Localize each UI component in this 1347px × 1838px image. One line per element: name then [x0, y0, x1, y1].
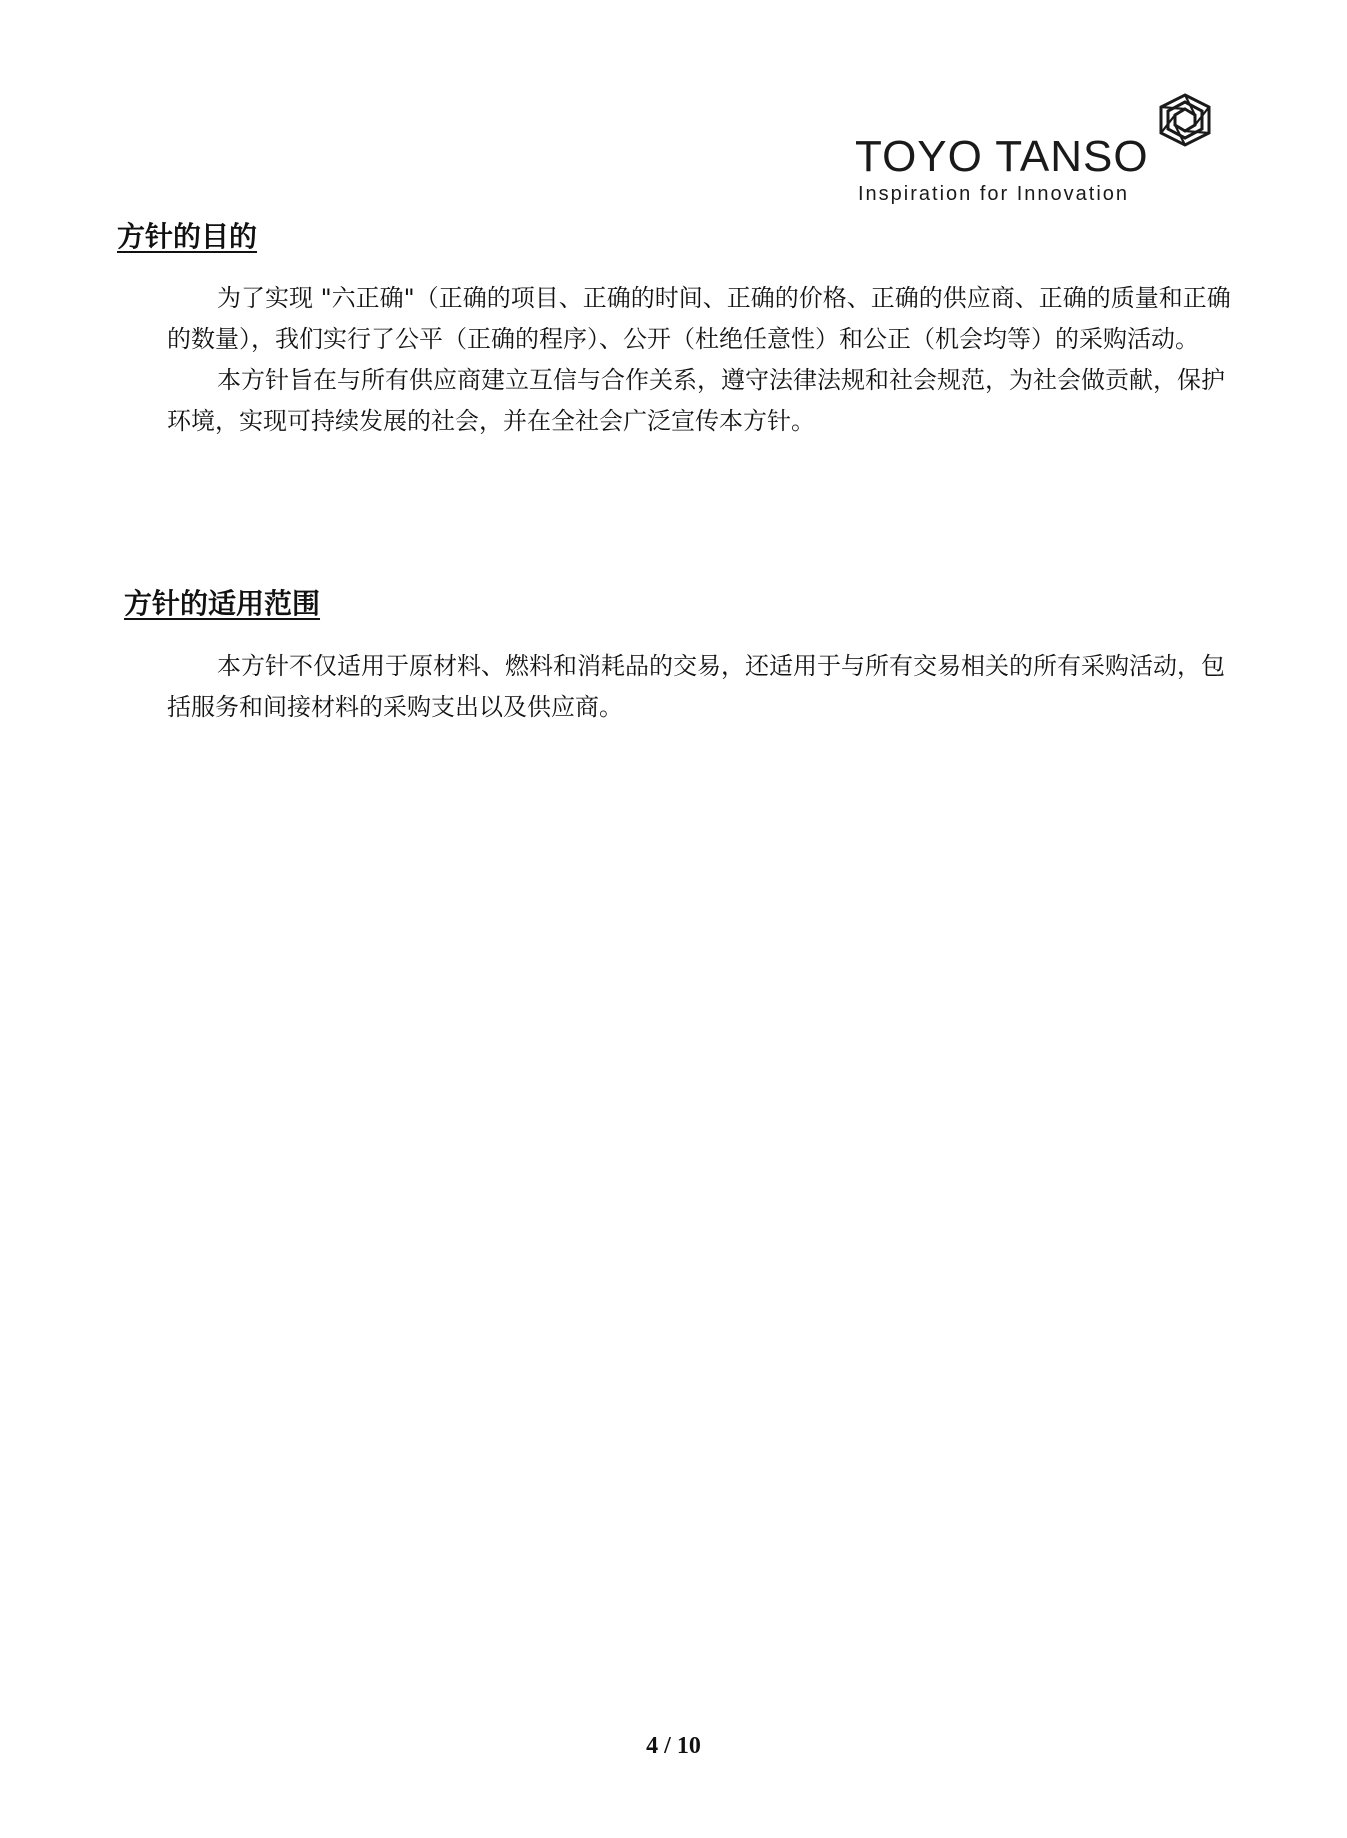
- page-number: 4 / 10: [646, 1733, 701, 1759]
- paragraph: 本方针旨在与所有供应商建立互信与合作关系，遵守法律法规和社会规范，为社会做贡献，保护环境，实现可持续发展的社会，并在全社会广泛宣传本方针。: [167, 366, 1225, 435]
- section-heading-purpose: 方针的目的: [117, 220, 258, 253]
- paragraph: 本方针不仅适用于原材料、燃料和消耗品的交易，还适用于与所有交易相关的所有采购活动，包括服务和间接材料的采购支出以及供应商。: [167, 652, 1225, 721]
- paragraph: 为了实现 "六正确"（正确的项目、正确的时间、正确的价格、正确的供应商、正确的质量和正确的数量），我们实行了公平（正确的程序）、公开（杜绝任意性）和公正（机会均等）的采购活动。: [167, 284, 1231, 353]
- section-heading-scope: 方针的适用范围: [124, 587, 321, 620]
- section-body-purpose: [167, 278, 1247, 442]
- logo-wordmark: TOYO TANSO: [855, 132, 1149, 181]
- company-logo: [855, 92, 1215, 207]
- hexagon-spiral-logo-icon: [1155, 92, 1215, 148]
- logo-tagline: Inspiration for Innovation: [858, 183, 1130, 205]
- section-body-scope: [167, 646, 1247, 728]
